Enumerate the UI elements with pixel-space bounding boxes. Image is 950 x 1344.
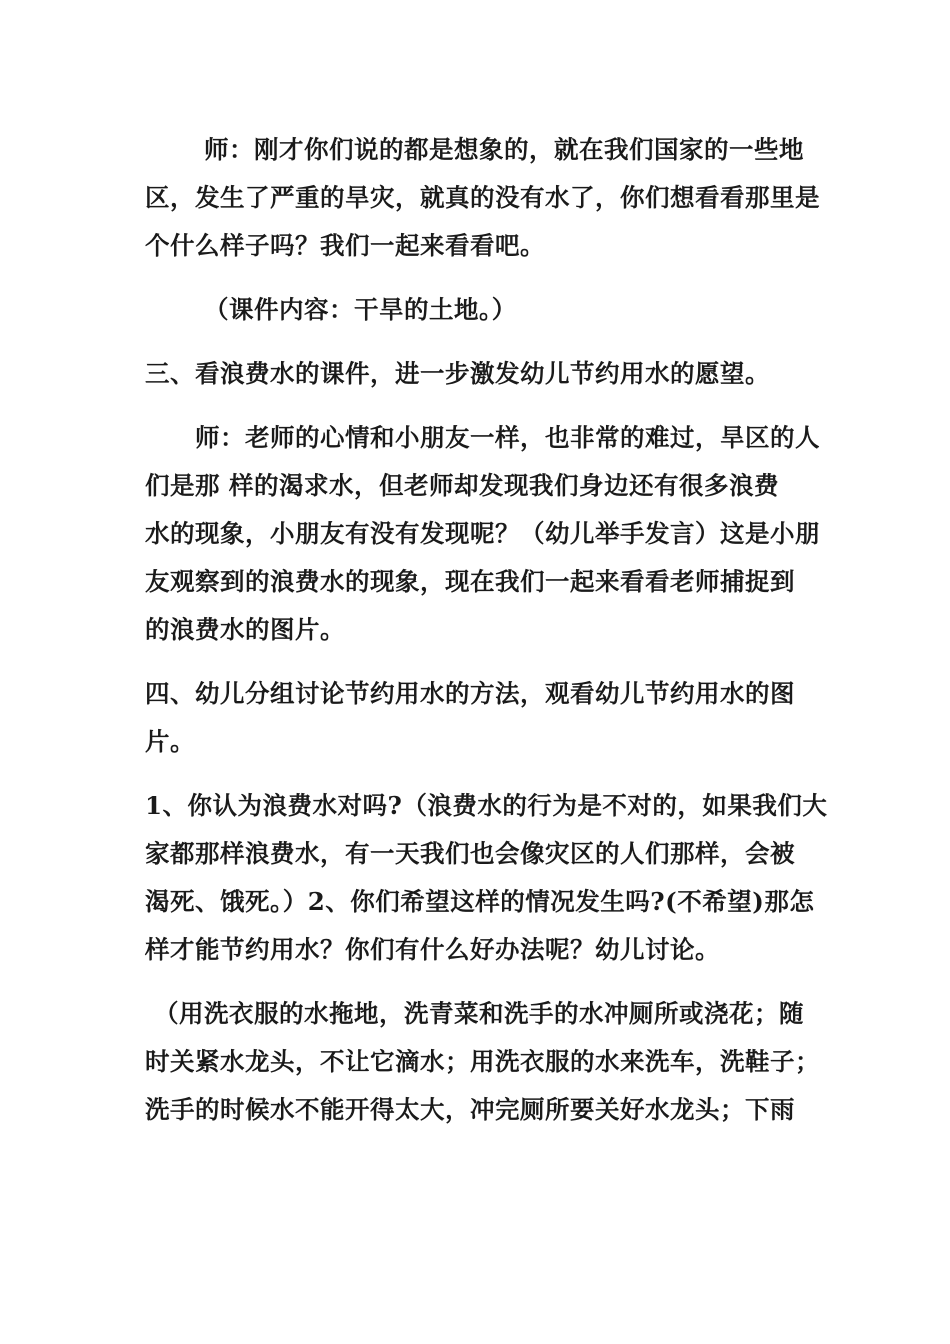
text-line: （用洗衣服的水拖地，洗青菜和洗手的水冲厕所或浇花；随 [145,999,805,1028]
text-line: 友观察到的浪费水的现象，现在我们一起来看看老师捕捉到 [145,567,795,596]
text-line: 水的现象，小朋友有没有发现呢？（幼儿举手发言）这是小朋 [145,519,820,548]
text-line: 师：刚才你们说的都是想象的，就在我们国家的一些地 [145,135,805,164]
text-line: 1、你认为浪费水对吗?（浪费水的行为是不对的，如果我们大 [145,791,828,820]
text-line: 家都那样浪费水，有一天我们也会像灾区的人们那样，会被 [145,839,795,868]
text-line: 样才能节约用水？你们有什么好办法呢？幼儿讨论。 [145,935,720,964]
text-line: 的浪费水的图片。 [145,615,345,644]
text-line: 时关紧水龙头，不让它滴水；用洗衣服的水来洗车，洗鞋子； [145,1047,820,1076]
text-line: 渴死、饿死。）2、你们希望这样的情况发生吗?(不希望)那怎 [145,887,815,916]
text-line: （课件内容：干旱的土地。） [145,295,517,324]
text-line: 洗手的时候水不能开得太大，冲完厕所要关好水龙头；下雨 [145,1095,795,1124]
text-line: 师：老师的心情和小朋友一样，也非常的难过，旱区的人 [145,423,820,452]
text-line: 区，发生了严重的旱灾，就真的没有水了，你们想看看那里是 [145,183,820,212]
section-heading: 三、看浪费水的课件，进一步激发幼儿节约用水的愿望。 [145,359,770,388]
text-line: 们是那 样的渴求水，但老师却发现我们身边还有很多浪费 [145,471,780,500]
text-line: 个什么样子吗？我们一起来看看吧。 [145,231,545,260]
section-heading: 片。 [145,727,195,756]
section-heading: 四、幼儿分组讨论节约用水的方法，观看幼儿节约用水的图 [145,679,795,708]
